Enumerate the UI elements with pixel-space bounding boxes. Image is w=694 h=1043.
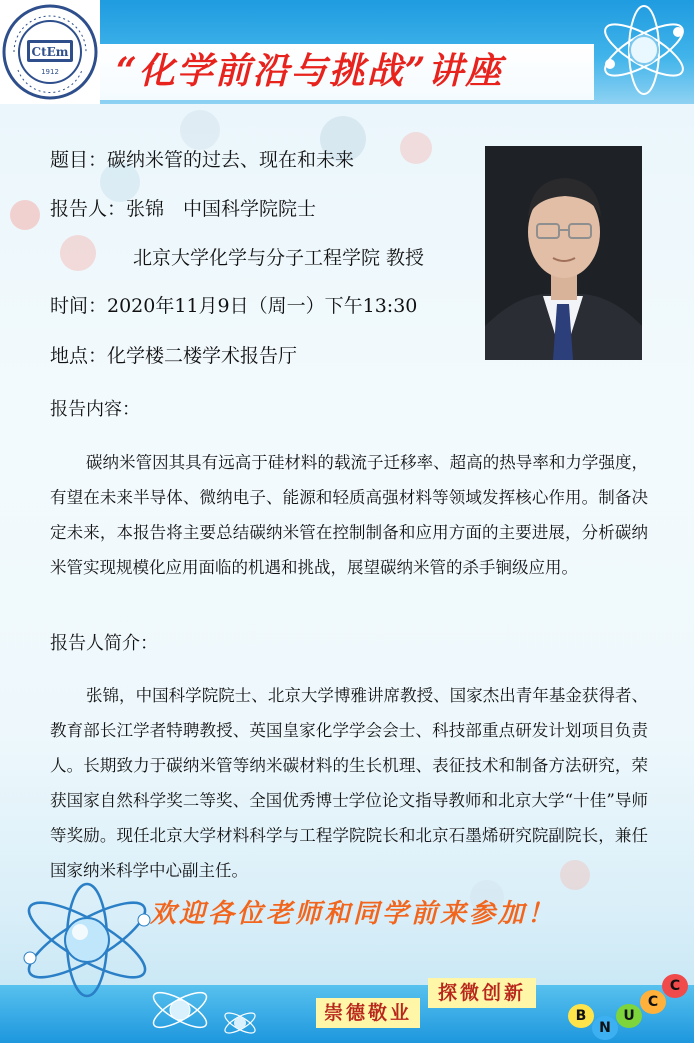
- lecture-speaker: 报告人：张锦 中国科学院院士: [50, 198, 317, 220]
- atom-icon: [12, 880, 162, 1000]
- letter-c2: C: [662, 974, 688, 998]
- svg-text:CtEm: CtEm: [31, 45, 69, 59]
- bio-heading: 报告人简介：: [50, 633, 158, 654]
- svg-text:1912: 1912: [41, 68, 59, 76]
- speaker-portrait-icon: [485, 146, 642, 360]
- lecture-time: 时间：2020年11月9日（周一）下午13:30: [50, 295, 418, 317]
- motto-left: 崇德敬业: [316, 998, 420, 1028]
- motto-right: 探微创新: [428, 978, 536, 1008]
- letter-n: N: [592, 1016, 618, 1040]
- speaker-photo: [485, 146, 642, 360]
- letter-b: B: [568, 1004, 594, 1028]
- content-heading: 报告内容：: [50, 399, 140, 420]
- atom-icon: [596, 2, 692, 102]
- bio-body: 张锦，中国科学院院士、北京大学博雅讲席教授、国家杰出青年基金获得者、教育部长江学者特聘教授、英国皇家化学学会会士、科技部重点研发计划项目负责人。长期致力于碳纳米管等纳米碳材料的生长机理、表征技术和制备方法研究，荣获国家自然科学奖二等奖、全国优秀博士学位论文指导教师和北京大学“十佳”导师等奖励。现任北京大学材料科学与工程学院院长和北京石墨烯研究院副院长，兼任国家纳米科学中心副主任。: [50, 686, 648, 880]
- letter-c1: C: [640, 990, 666, 1014]
- atom-icon: [145, 980, 215, 1040]
- lecture-location: 地点：化学楼二楼学术报告厅: [50, 345, 298, 367]
- lecture-affiliation: 北京大学化学与分子工程学院 教授: [133, 247, 425, 269]
- letter-u: U: [616, 1004, 642, 1028]
- college-logo: [0, 0, 100, 104]
- content-body: 碳纳米管因其具有远高于硅材料的载流子迁移率、超高的热导率和力学强度，有望在未来半导体、微纳电子、能源和轻质高强材料等领域发挥核心作用。制备决定未来，本报告将主要总结碳纳米管在控制制备和应用方面的主要进展，分析碳纳米管实现规模化应用面临的机遇和挑战，展望碳纳米管的杀手锏级应用。: [50, 453, 648, 577]
- poster-title: “化学前沿与挑战”讲座: [116, 50, 504, 92]
- lecture-topic: 题目：碳纳米管的过去、现在和未来: [50, 149, 355, 171]
- college-of-chemistry-seal-icon: [0, 0, 100, 104]
- atom-icon: [220, 1005, 260, 1041]
- welcome-message: 欢迎各位老师和同学前来参加！: [150, 899, 557, 929]
